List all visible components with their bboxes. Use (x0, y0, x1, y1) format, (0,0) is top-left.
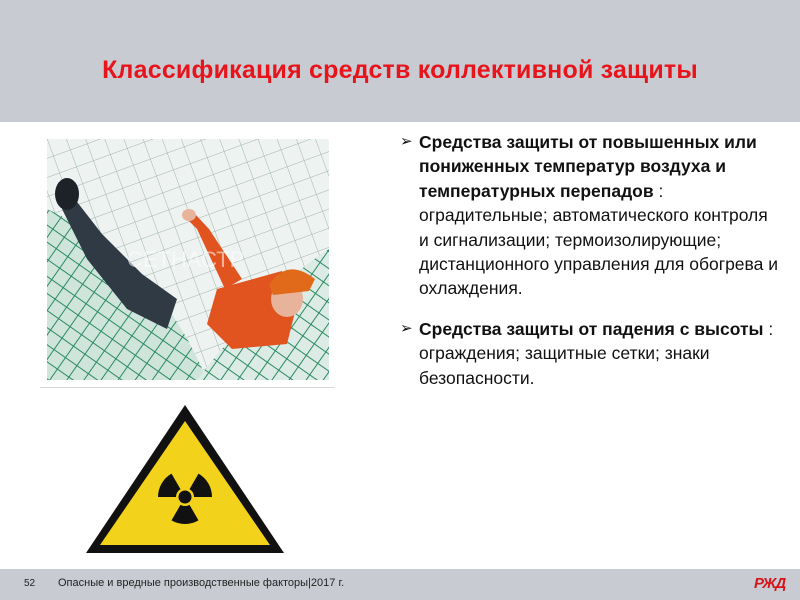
bullet-text: : оградительные; автоматического контроля и сигнализации; термоизолирующие; дистанционного управления для обогрева и охлаждения. (419, 180, 779, 299)
bullet-list (400, 130, 780, 390)
bullet-lead: Средства защиты от повышенных или пониженных температур воздуха и температурных перепадов (419, 132, 757, 201)
photo-divider (40, 387, 335, 388)
bullet-fall-protection (400, 317, 780, 390)
radiation-warning-sign (82, 403, 288, 555)
photo-watermark: СЕТНАСТР (127, 247, 245, 272)
bullet-lead: Средства защиты от падения с высоты (419, 318, 764, 339)
page-number: 52 (24, 578, 36, 589)
footer-caption: Опасные и вредные производственные факторы|2017 г. (58, 577, 345, 589)
bullet-temperature (400, 130, 780, 301)
arrow-bullet-icon: ➢ (400, 319, 413, 337)
safety-net-photo (47, 139, 329, 380)
footer-band (0, 569, 800, 600)
bullet-text: : ограждения; защитные сетки; знаки безопасности. (419, 318, 774, 388)
arrow-bullet-icon: ➢ (400, 133, 413, 150)
rzd-logo: РЖД (754, 575, 786, 592)
slide-title: Классификация средств коллективной защиты (102, 56, 698, 84)
